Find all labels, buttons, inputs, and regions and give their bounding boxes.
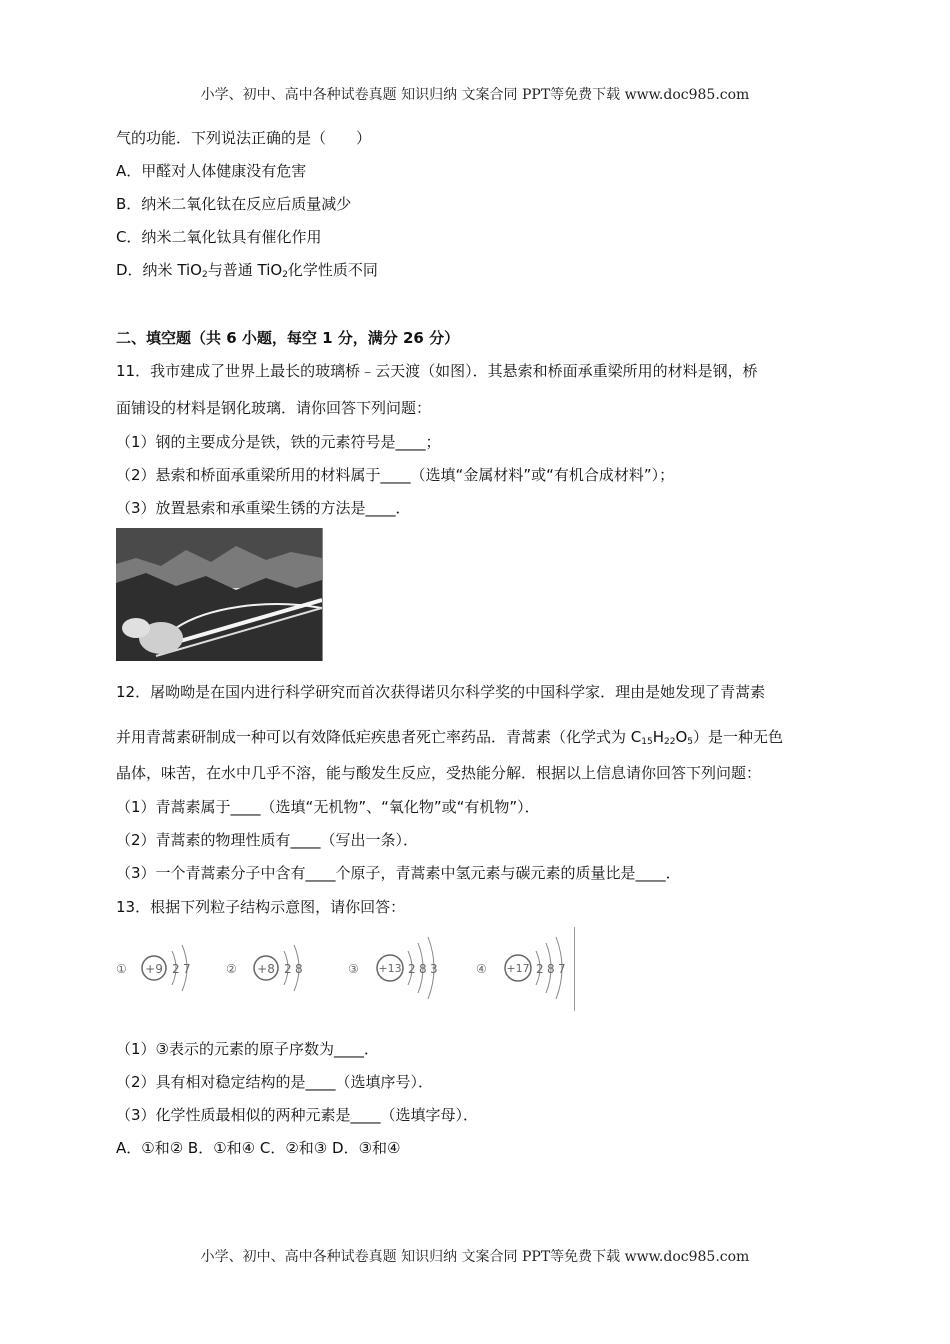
shell-electrons: 2 [284,962,292,976]
nucleus-charge: +17 [506,962,530,975]
atom-label: ④ [476,962,487,976]
atom-label: ① [116,962,127,976]
answer-blank: ____ [395,433,426,451]
answer-blank: ____ [380,466,411,484]
shell-electrons: 3 [430,962,438,976]
q10-stem-tail: 气的功能．下列说法正确的是（ ） [116,129,372,147]
q12-line2: 并用青蒿素研制成一种可以有效降低疟疾患者死亡率药品．青蒿素（化学式为 $C_{15}H_{22}O_5$）是一种无色 [116,728,783,747]
q13-part1: （1）③表示的元素的原子序数为____． [116,1040,380,1058]
answer-blank: ____ [350,1106,381,1124]
section-title: 二、填空题（共 6 小题，每空 1 分，满分 26 分） [116,329,460,347]
atom-diagram-3 [348,937,438,999]
q10-option-d: D．纳米 TiO$_2$与普通 TiO$_2$化学性质不同 [116,261,378,280]
shell-electrons: 7 [558,962,566,976]
shell-electrons: 8 [547,962,555,976]
q11-part1: （1）钢的主要成分是铁，铁的元素符号是____； [116,433,441,451]
q10-option-a: A．甲醛对人体健康没有危害 [116,162,307,180]
q12-line3: 晶体，味苦，在水中几乎不溶，能与酸发生反应，受热能分解．根据以上信息请你回答下列问题： [116,764,762,782]
nucleus-charge: +9 [145,962,163,976]
answer-blank: ____ [365,499,396,517]
shell-electrons: 8 [419,962,427,976]
q10-option-c: C．纳米二氧化钛具有催化作用 [116,228,322,246]
q13-part2: （2）具有相对稳定结构的是____（选填序号）． [116,1073,434,1091]
page-header: 小学、初中、高中各种试卷真题 知识归纳 文案合同 PPT等免费下载 www.doc985.com [200,87,750,103]
nucleus-charge: +13 [378,962,402,975]
q13-options: A．①和② B．①和④ C．②和③ D．③和④ [116,1139,401,1157]
shell-electrons: 2 [536,962,544,976]
atom-label: ③ [348,962,359,976]
atom-label: ② [226,962,237,976]
atom-structure-diagrams [116,927,575,1011]
answer-blank: ____ [305,864,336,882]
q11-part2: （2）悬索和桥面承重梁所用的材料属于____（选填“金属材料”或“有机合成材料”）； [116,466,675,484]
bridge-photo [116,528,323,661]
q10-option-b: B．纳米二氧化钛在反应后质量减少 [116,195,352,213]
answer-blank: ____ [305,1073,336,1091]
atom-diagram-4 [476,937,566,999]
page-footer: 小学、初中、高中各种试卷真题 知识归纳 文案合同 PPT等免费下载 www.doc985.com [200,1249,750,1265]
atom-diagram-1 [116,945,191,991]
shell-electrons: 7 [183,962,191,976]
nucleus-charge: +8 [257,962,275,976]
q12-part3: （3）一个青蒿素分子中含有____个原子，青蒿素中氢元素与碳元素的质量比是____． [116,864,681,882]
q13-part3: （3）化学性质最相似的两种元素是____（选填字母）． [116,1106,479,1124]
answer-blank: ____ [290,831,321,849]
answer-blank: ____ [635,864,666,882]
answer-blank: ____ [230,798,261,816]
q11-part3: （3）放置悬索和承重梁生锈的方法是____． [116,499,411,517]
q11-line2: 面铺设的材料是钢化玻璃．请你回答下列问题： [116,399,432,417]
shell-electrons: 2 [172,962,180,976]
q12-part2: （2）青蒿素的物理性质有____（写出一条）． [116,831,419,849]
q13-stem: 13．根据下列粒子结构示意图，请你回答： [116,898,406,916]
atom-diagram-2 [226,945,303,991]
q12-line1: 12．屠呦呦是在国内进行科学研究而首次获得诺贝尔科学奖的中国科学家．理由是她发现了青蒿素 [116,683,766,701]
shell-electrons: 2 [408,962,416,976]
q12-part1: （1）青蒿素属于____（选填“无机物”、“氧化物”或“有机物”）． [116,798,540,816]
answer-blank: ____ [334,1040,364,1058]
q11-line1: 11．我市建成了世界上最长的玻璃桥﹣云天渡（如图）．其悬索和桥面承重梁所用的材料是钢，桥 [116,362,758,380]
shell-electrons: 8 [295,962,303,976]
